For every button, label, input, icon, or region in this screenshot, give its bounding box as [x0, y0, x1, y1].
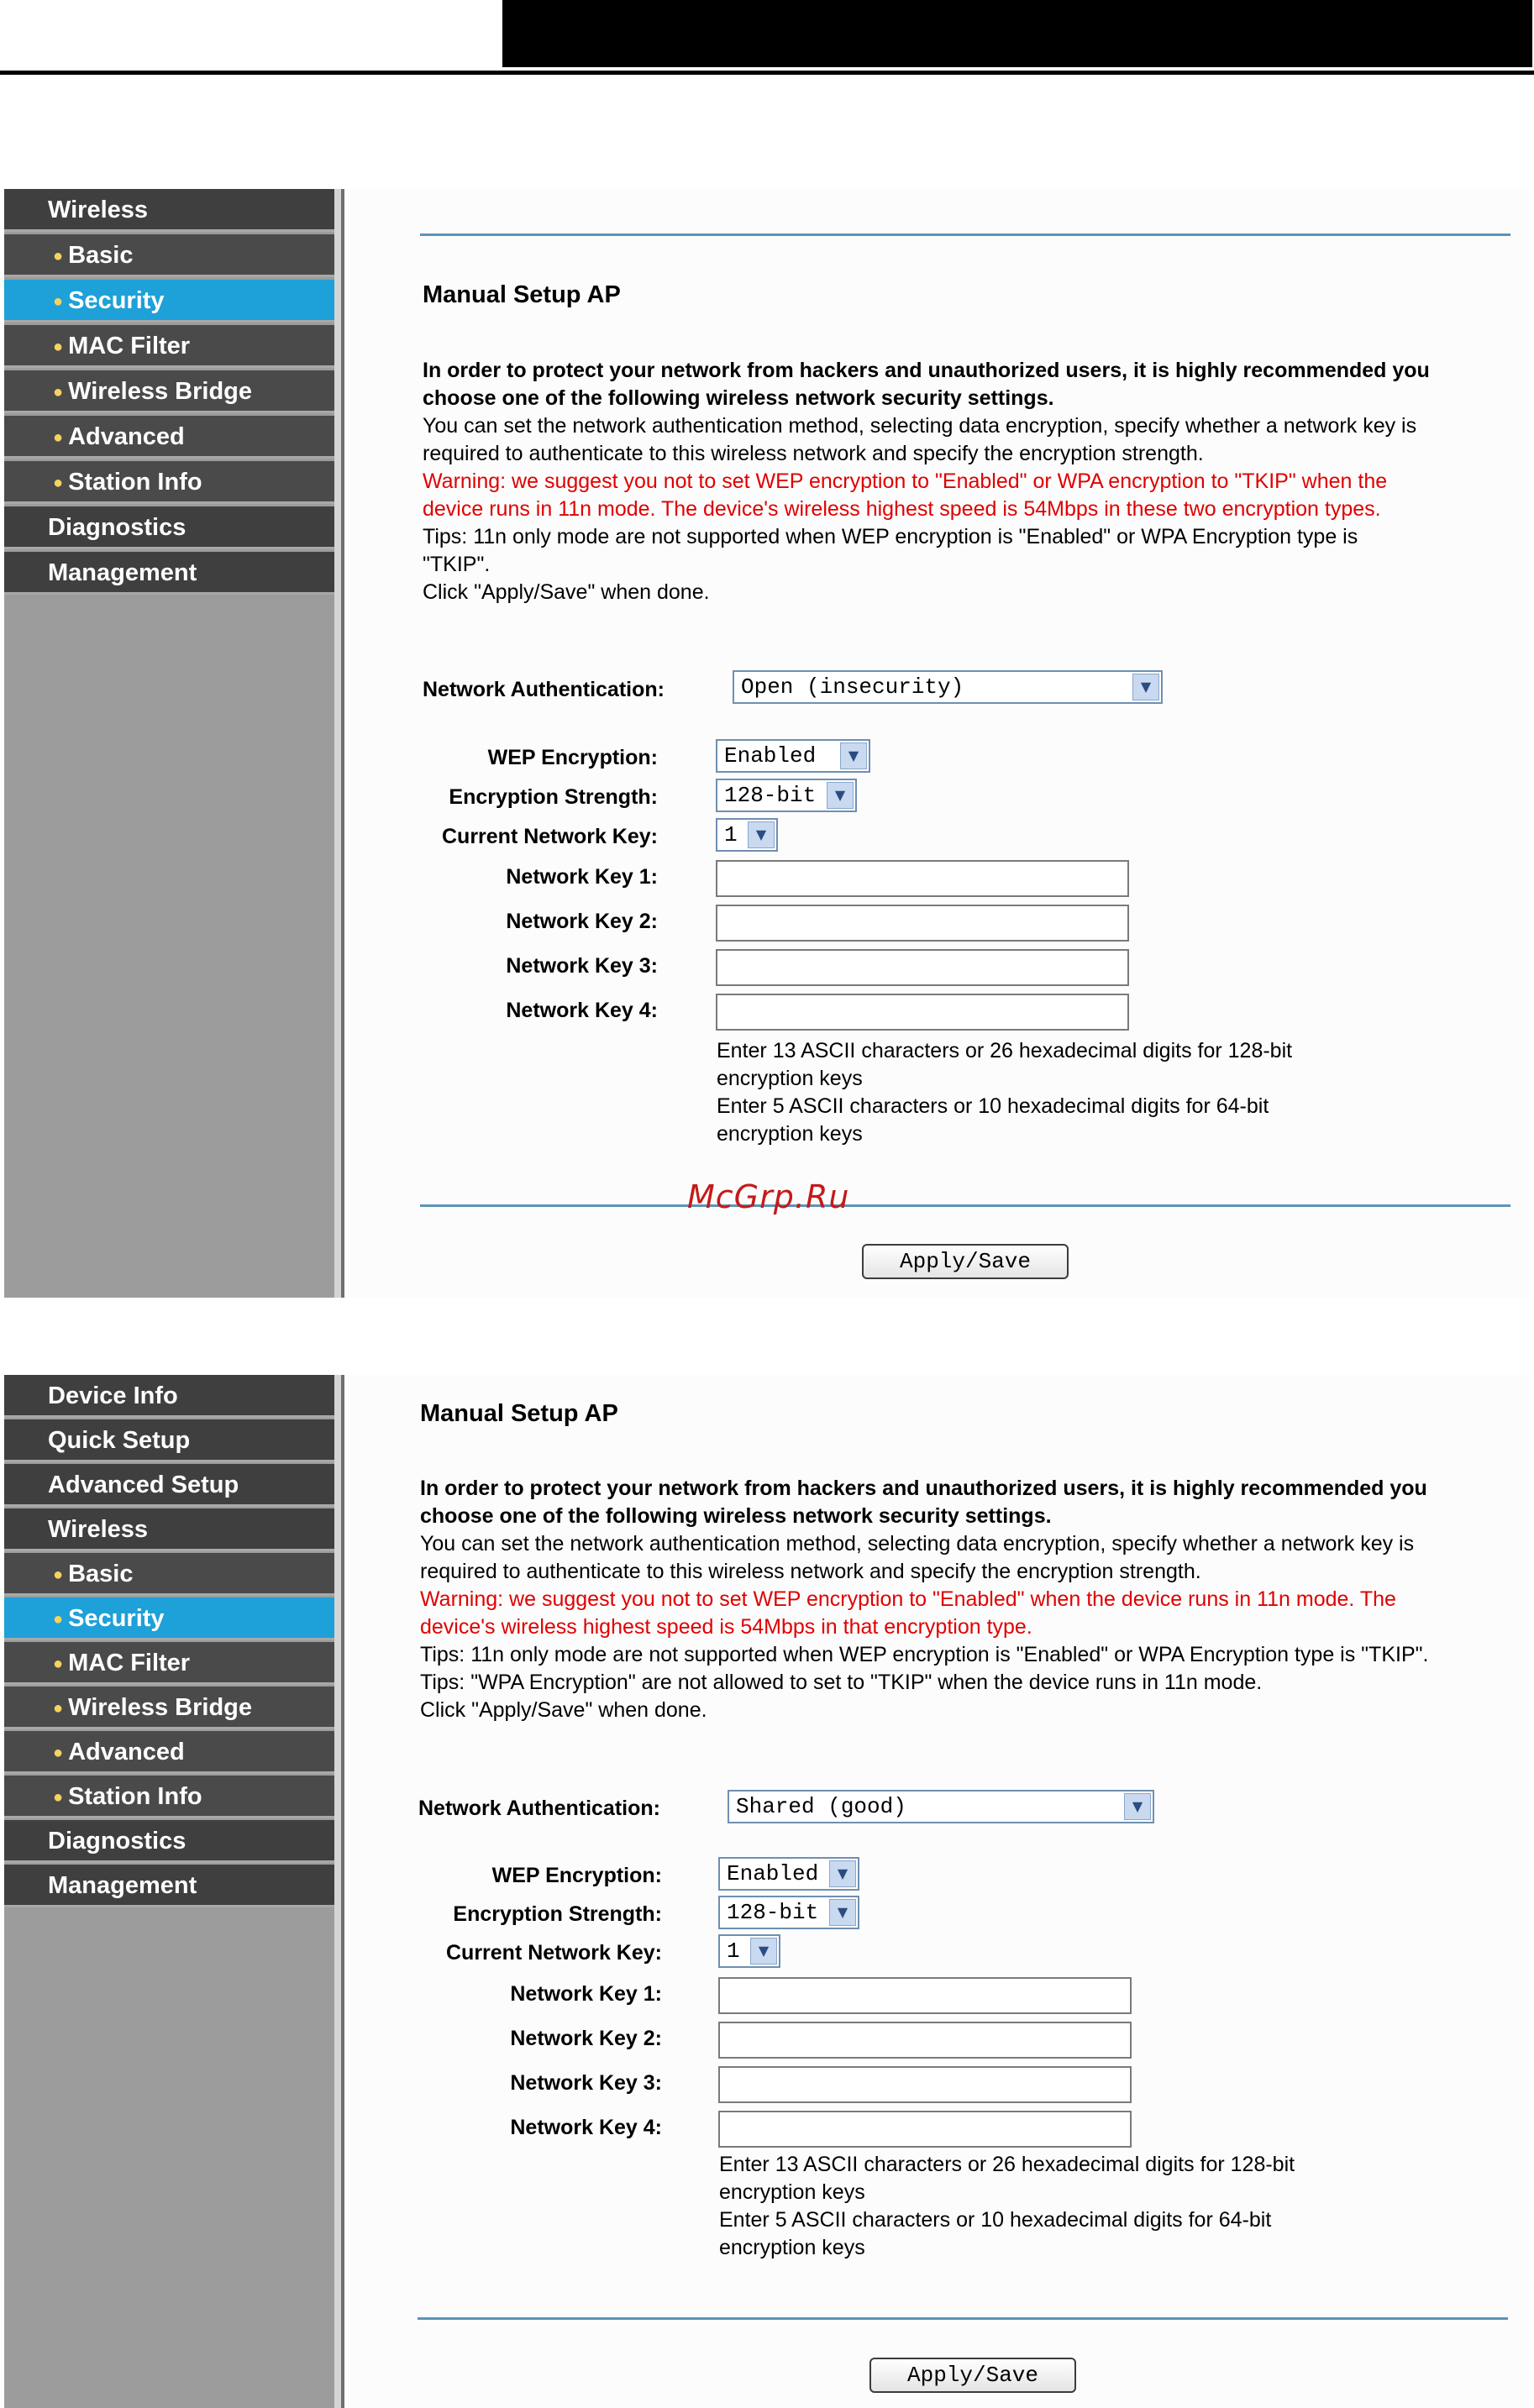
sidebar-item-label: MAC Filter	[68, 333, 191, 359]
current-network-key-select[interactable]	[716, 818, 778, 852]
sidebar-item-management[interactable]	[4, 1865, 334, 1907]
network-key-3-input[interactable]	[718, 2066, 1132, 2103]
tips-line: Click "Apply/Save" when done.	[420, 1698, 707, 1722]
sidebar-item-mac-filter[interactable]	[4, 1642, 334, 1685]
apply-save-button[interactable]: Apply/Save	[862, 1244, 1069, 1279]
sidebar-item-basic[interactable]	[4, 1553, 334, 1596]
hint-line: encryption keys	[717, 1067, 863, 1090]
network-key-4-label: Network Key 4:	[510, 2116, 662, 2139]
intro-text	[420, 1475, 1512, 1724]
intro-text	[423, 357, 1515, 606]
select-value: Open (insecurity)	[741, 674, 964, 700]
bottom-divider	[418, 2317, 1508, 2320]
network-key-3-label: Network Key 3:	[506, 954, 658, 978]
sidebar-item-label: Advanced	[68, 423, 185, 450]
network-authentication-select[interactable]	[728, 1790, 1154, 1823]
hint-line: encryption keys	[719, 2236, 865, 2259]
network-key-1-label: Network Key 1:	[506, 865, 658, 889]
sidebar-item-label: Wireless Bridge	[68, 378, 253, 405]
sidebar-item-wireless-bridge[interactable]	[4, 370, 334, 413]
sidebar-item-label: Diagnostics	[48, 514, 186, 541]
select-value: Shared (good)	[736, 1794, 906, 1819]
bottom-divider	[420, 1204, 1510, 1207]
hint-line: encryption keys	[719, 2180, 865, 2204]
hint-line: Enter 13 ASCII characters or 26 hexadecimal digits for 128-bit	[717, 1039, 1293, 1062]
sidebar-item-label: Security	[68, 1605, 165, 1632]
network-key-2-input[interactable]	[716, 905, 1129, 942]
intro-bold-line: choose one of the following wireless network security settings.	[423, 386, 1054, 410]
intro-line: required to authenticate to this wireless network and specify the encryption strength.	[420, 1560, 1201, 1583]
intro-line: required to authenticate to this wireless network and specify the encryption strength.	[423, 442, 1204, 465]
sidebar-item-label: Wireless Bridge	[68, 1694, 253, 1721]
select-value: Enabled	[724, 743, 817, 769]
screenshot-panel-2	[0, 1375, 1534, 2408]
top-divider	[420, 233, 1510, 236]
sidebar-item-diagnostics[interactable]	[4, 1820, 334, 1863]
network-authentication-label: Network Authentication:	[418, 1797, 660, 1820]
bullet-icon: ●	[53, 1698, 64, 1718]
select-value: 1	[724, 822, 738, 847]
sidebar-item-device-info[interactable]	[4, 1375, 334, 1418]
sidebar-item-label: Station Info	[68, 469, 202, 496]
wep-encryption-select[interactable]	[716, 739, 870, 773]
hint-line: Enter 13 ASCII characters or 26 hexadecimal digits for 128-bit	[719, 2153, 1295, 2176]
network-key-3-input[interactable]	[716, 949, 1129, 986]
sidebar-item-wireless[interactable]	[4, 189, 334, 232]
warning-line: Warning: we suggest you not to set WEP encryption to "Enabled" when the device runs in 11n mode. The	[420, 1587, 1396, 1611]
tips-line: Click "Apply/Save" when done.	[423, 580, 710, 604]
chevron-down-icon: ▼	[827, 782, 854, 809]
sidebar-divider	[334, 189, 341, 1298]
bullet-icon: ●	[53, 1654, 64, 1673]
network-key-1-label: Network Key 1:	[510, 1982, 662, 2006]
sidebar-item-label: Management	[48, 559, 197, 586]
network-key-4-input[interactable]	[718, 2111, 1132, 2148]
network-key-4-input[interactable]	[716, 994, 1129, 1031]
sidebar-item-advanced[interactable]	[4, 1731, 334, 1774]
sidebar-item-label: Basic	[68, 1561, 134, 1587]
sidebar-divider	[334, 1375, 341, 2408]
sidebar-item-security[interactable]	[4, 280, 334, 323]
sidebar-item-label: Security	[68, 287, 165, 314]
sidebar-item-label: Advanced Setup	[48, 1472, 239, 1498]
network-key-2-label: Network Key 2:	[510, 2027, 662, 2050]
warning-line: device's wireless highest speed is 54Mbps in that encryption type.	[420, 1615, 1032, 1639]
hint-line: Enter 5 ASCII characters or 10 hexadecimal digits for 64-bit	[717, 1094, 1269, 1118]
bullet-icon: ●	[53, 1743, 64, 1762]
tips-line: Tips: 11n only mode are not supported when WEP encryption is "Enabled" or WPA Encryption type is	[423, 525, 1358, 548]
warning-line: device runs in 11n mode. The device's wireless highest speed is 54Mbps in these two encryption types.	[423, 497, 1381, 521]
sidebar-item-basic[interactable]	[4, 234, 334, 277]
chevron-down-icon: ▼	[840, 742, 867, 769]
sidebar-item-label: Station Info	[68, 1783, 202, 1810]
sidebar-item-label: Device Info	[48, 1382, 178, 1409]
sidebar-item-label: Wireless	[48, 197, 149, 223]
sidebar	[4, 189, 334, 1298]
current-network-key-select[interactable]	[718, 1934, 780, 1968]
bullet-icon: ●	[53, 382, 64, 401]
network-key-2-label: Network Key 2:	[506, 910, 658, 933]
intro-line: You can set the network authentication method, selecting data encryption, specify whether a network key is	[423, 414, 1417, 438]
hint-line: encryption keys	[717, 1122, 863, 1146]
tips-line: Tips: 11n only mode are not supported when WEP encryption is "Enabled" or WPA Encryption type is "TKIP".	[420, 1643, 1429, 1666]
network-key-4-label: Network Key 4:	[506, 999, 658, 1022]
network-key-1-input[interactable]	[716, 860, 1129, 897]
bullet-icon: ●	[53, 337, 64, 356]
network-key-1-input[interactable]	[718, 1977, 1132, 2014]
wep-encryption-label: WEP Encryption:	[491, 1864, 662, 1887]
network-authentication-select[interactable]	[733, 670, 1163, 704]
sidebar-item-label: MAC Filter	[68, 1650, 191, 1676]
warning-line: Warning: we suggest you not to set WEP encryption to "Enabled" or WPA encryption to "TKIP" when the	[423, 470, 1388, 493]
network-key-3-label: Network Key 3:	[510, 2071, 662, 2095]
sidebar	[4, 1375, 334, 2408]
bullet-icon: ●	[53, 1565, 64, 1584]
tips-line: Tips: "WPA Encryption" are not allowed to set to "TKIP" when the device runs in 11n mode.	[420, 1671, 1263, 1694]
sidebar-item-label: Basic	[68, 242, 134, 269]
bullet-icon: ●	[53, 1787, 64, 1807]
intro-line: You can set the network authentication method, selecting data encryption, specify whether a network key is	[420, 1532, 1415, 1555]
sidebar-item-label: Advanced	[68, 1739, 185, 1765]
page-title: Manual Setup AP	[420, 1400, 618, 1427]
select-value: 128-bit	[724, 783, 817, 808]
tips-line: "TKIP".	[423, 553, 491, 576]
header-rule	[0, 71, 1534, 75]
chevron-down-icon: ▼	[829, 1899, 856, 1926]
wep-encryption-select[interactable]	[718, 1857, 859, 1891]
current-network-key-label: Current Network Key:	[442, 825, 658, 848]
network-authentication-label: Network Authentication:	[423, 678, 665, 701]
chevron-down-icon: ▼	[1124, 1793, 1151, 1820]
select-value: 128-bit	[727, 1900, 819, 1925]
bullet-icon: ●	[53, 291, 64, 311]
network-key-2-input[interactable]	[718, 2022, 1132, 2059]
sidebar-item-security[interactable]	[4, 1597, 334, 1640]
key-hint-text	[719, 2151, 1295, 2262]
hint-line: Enter 5 ASCII characters or 10 hexadecimal digits for 64-bit	[719, 2208, 1272, 2232]
sidebar-item-mac-filter[interactable]	[4, 325, 334, 368]
bullet-icon: ●	[53, 473, 64, 492]
bullet-icon: ●	[53, 1609, 64, 1629]
select-value: 1	[727, 1938, 740, 1964]
sidebar-item-quick-setup[interactable]	[4, 1419, 334, 1462]
sidebar-item-advanced-setup[interactable]	[4, 1464, 334, 1507]
sidebar-item-wireless[interactable]	[4, 1508, 334, 1551]
key-hint-text	[717, 1037, 1292, 1148]
encryption-strength-label: Encryption Strength:	[449, 785, 658, 809]
sidebar-item-station-info[interactable]	[4, 1776, 334, 1818]
sidebar-item-management[interactable]	[4, 552, 334, 595]
bullet-icon: ●	[53, 246, 64, 265]
sidebar-item-advanced[interactable]	[4, 416, 334, 459]
wep-encryption-label: WEP Encryption:	[487, 746, 658, 769]
bullet-icon: ●	[53, 428, 64, 447]
screenshot-panel-1	[0, 189, 1534, 1298]
sidebar-divider-dark	[341, 189, 344, 1298]
sidebar-item-label: Management	[48, 1872, 197, 1899]
sidebar-divider-dark	[341, 1375, 344, 2408]
chevron-down-icon: ▼	[748, 821, 775, 848]
header-black-bar	[502, 0, 1532, 67]
chevron-down-icon: ▼	[829, 1860, 856, 1887]
chevron-down-icon: ▼	[750, 1938, 777, 1965]
chevron-down-icon: ▼	[1132, 674, 1159, 700]
intro-bold-line: In order to protect your network from hackers and unauthorized users, it is highly recommended you	[420, 1477, 1427, 1500]
sidebar-item-label: Diagnostics	[48, 1828, 186, 1855]
encryption-strength-label: Encryption Strength:	[453, 1902, 662, 1926]
sidebar-item-diagnostics[interactable]	[4, 506, 334, 549]
sidebar-item-label: Wireless	[48, 1516, 149, 1543]
intro-bold-line: In order to protect your network from hackers and unauthorized users, it is highly recommended you	[423, 359, 1430, 382]
current-network-key-label: Current Network Key:	[446, 1941, 662, 1965]
sidebar-item-label: Quick Setup	[48, 1427, 191, 1454]
select-value: Enabled	[727, 1861, 819, 1886]
encryption-strength-select[interactable]	[718, 1896, 859, 1929]
sidebar-item-wireless-bridge[interactable]	[4, 1687, 334, 1729]
encryption-strength-select[interactable]	[716, 779, 857, 812]
page-title: Manual Setup AP	[423, 281, 621, 308]
intro-bold-line: choose one of the following wireless network security settings.	[420, 1504, 1052, 1528]
watermark: McGrp.Ru	[687, 1178, 850, 1215]
sidebar-item-station-info[interactable]	[4, 461, 334, 504]
apply-save-button[interactable]: Apply/Save	[869, 2358, 1076, 2393]
